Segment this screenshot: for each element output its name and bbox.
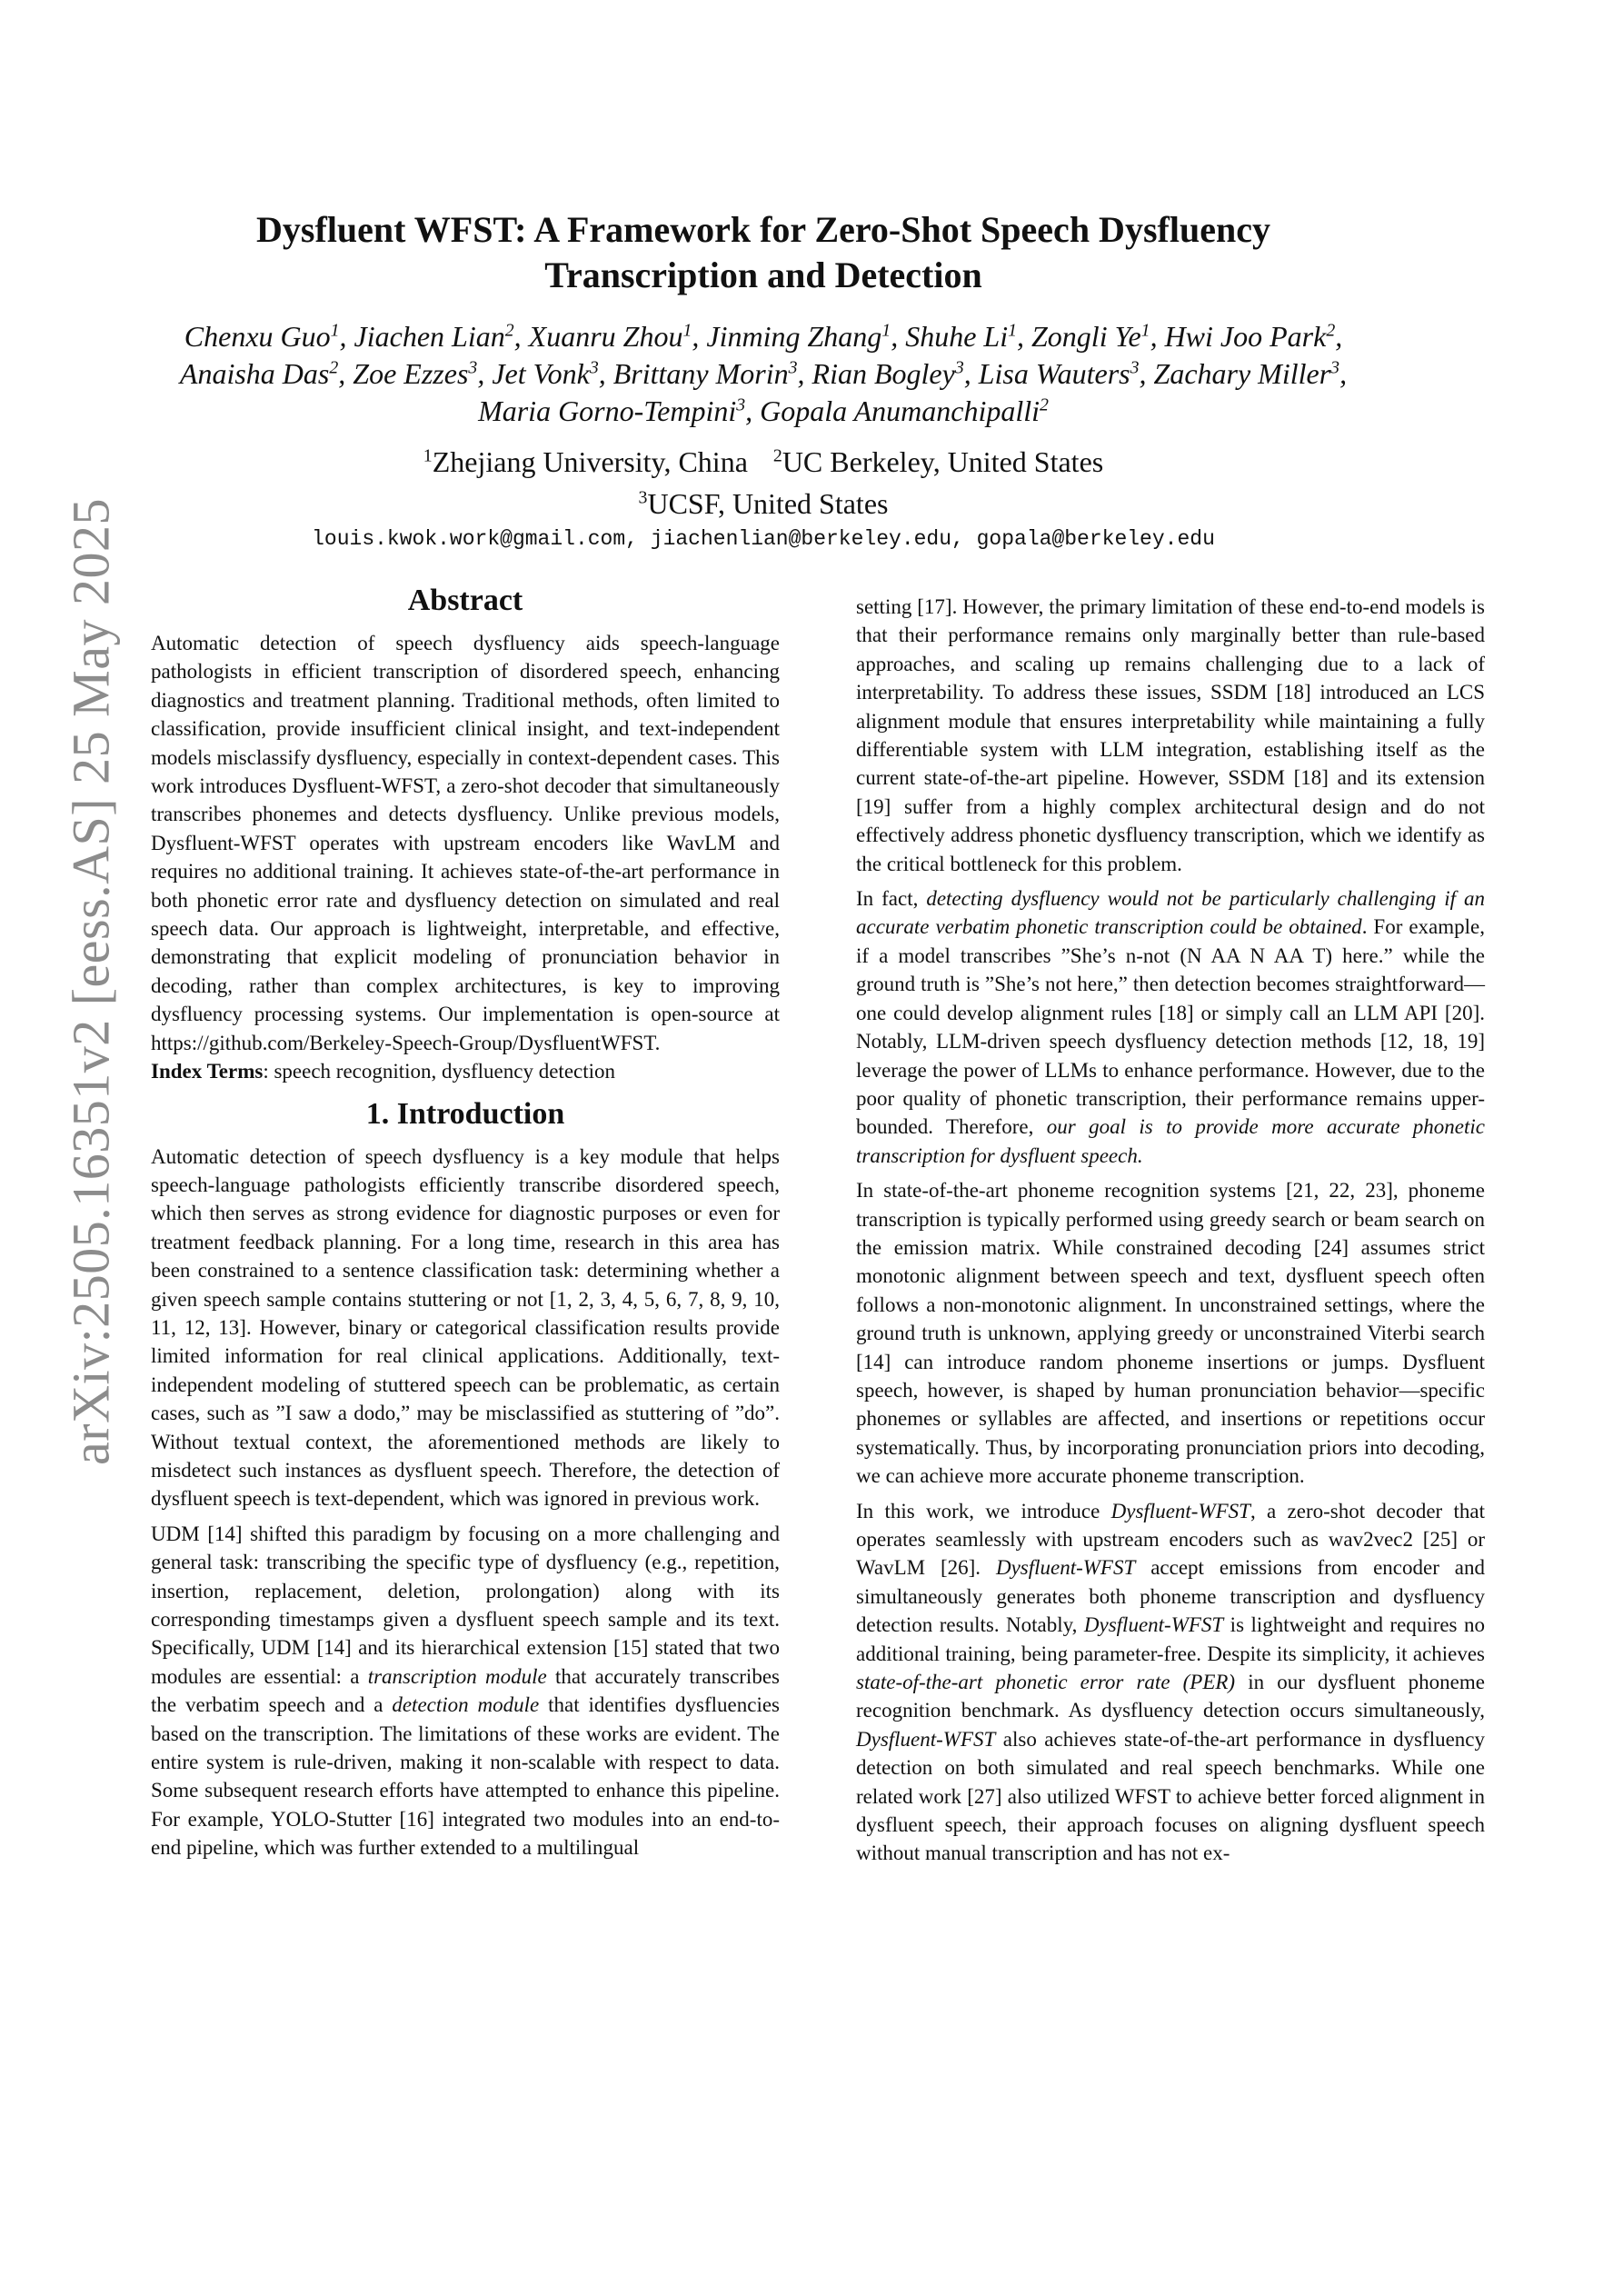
author-affiliation-mark: 2 [329, 357, 339, 378]
intro-paragraph-1: Automatic detection of speech dysfluency is a key module that helps speech-language pathologists efficiently transcribe disordered speech, which then serves as strong evidence for diagnostic purposes or even for treatment feedback planning. For a long time, research in this area has been constrained to a sentence classification task: determining whether a given speech sample contains stuttering or not [1, 2, 3, 4, 5, 6, 7, 8, 9, 10, 11, 12, 13]. However, binary or categorical classification results provide limited information for real clinical applications. Additionally, text-independent modeling of stuttered speech can be problematic, as certain cases, such as ”I saw a dodo,” may be misclassified as stuttering of ”do”. Without textual context, the aforementioned methods are likely to misdetect such instances as dysfluent speech. Therefore, the detection of dysfluent speech is text-dependent, which was ignored in previous work. [151, 1144, 780, 1511]
intro-paragraph-6 [856, 1497, 1485, 1868]
text-run: In fact, [856, 887, 927, 911]
title-line-2: Transcription and Detection [544, 255, 982, 295]
arxiv-stamp: arXiv:2505.16351v2 [eess.AS] 25 May 2025 [61, 498, 121, 1465]
emphasis: detecting dysfluency would not be particularly challenging if an accurate verbatim phonetic transcription could be obtained [856, 887, 1485, 939]
author-name: Zoe Ezzes [353, 357, 469, 390]
left-column [151, 584, 780, 1869]
author-name: Xuanru Zhou [528, 320, 683, 353]
author-affiliation-mark: 1 [1140, 320, 1150, 341]
author-emails: louis.kwok.work@gmail.com, jiachenlian@berkeley.edu, gopala@berkeley.edu [312, 527, 1215, 551]
abstract-heading: Abstract [407, 584, 523, 617]
author-name: Brittany Morin [612, 357, 789, 390]
emphasis: Dysfluent-WFST [856, 1727, 996, 1751]
author-affiliation-mark: 3 [589, 357, 599, 378]
text-run: accept emissions from encoder and simultaneously generates both phoneme transcription and dysfluency detection results. Notably, [856, 1556, 1485, 1637]
author-affiliation-mark: 2 [504, 320, 514, 341]
author-affiliation-mark: 3 [1130, 357, 1140, 378]
abstract-text [151, 629, 780, 1086]
index-terms-label: Index Terms [151, 1060, 264, 1083]
author-separator: , [1139, 357, 1154, 390]
author-affiliation-mark: 1 [881, 320, 891, 341]
author-name: Jet Vonk [492, 357, 590, 390]
author-separator: , [1335, 320, 1343, 353]
author-name: Shuhe Li [905, 320, 1009, 353]
intro-paragraph-2 [151, 1520, 780, 1862]
emphasis: Dysfluent-WFST [1110, 1499, 1250, 1522]
author-separator: , [692, 320, 707, 353]
intro-paragraph-3: setting [17]. However, the primary limitation of these end-to-end models is that their performance remains only marginally better than rule-based approaches, and scaling up remains challenging due to a lack of interpretability. To address these issues, SSDM [18] introduced an LCS alignment module that ensures interpretability while maintaining a fully differentiable system with LLM integration, establishing itself as the current state-of-the-art pipeline. However, SSDM [18] and its extension [19] suffer from a highly complex architectural design and do not effectively address phonetic dysfluency transcription, which we identify as the critical bottleneck for this problem. [856, 595, 1485, 875]
affiliation-mark: 1 [423, 445, 433, 466]
author-affiliation-mark: 1 [1008, 320, 1017, 341]
author-separator: , [477, 357, 493, 390]
author-name: Rian Bogley [812, 357, 955, 390]
author-list [164, 318, 1363, 430]
author-separator: , [891, 320, 906, 353]
author-separator: , [1150, 320, 1165, 353]
author-affiliation-mark: 3 [788, 357, 798, 378]
affiliation-mark: 2 [772, 445, 782, 466]
author-affiliation-mark: 1 [330, 320, 340, 341]
author-separator: , [1017, 320, 1031, 353]
emphasis: Dysfluent-WFST [995, 1556, 1136, 1580]
affiliation-2: UC Berkeley, United States [782, 445, 1104, 478]
affiliation-1: Zhejiang University, China [432, 445, 748, 478]
author-affiliation-mark: 1 [682, 320, 692, 341]
affiliation-3: UCSF, United States [647, 487, 889, 520]
emphasis: our goal is to provide more accurate phonetic transcription for dysfluent speech. [856, 1115, 1485, 1167]
author-name: Gopala Anumanchipalli [760, 394, 1040, 427]
intro-paragraph-4 [856, 884, 1485, 1170]
author-name: Maria Gorno-Tempini [478, 394, 737, 427]
text-run: . For example, if a model transcribes ”She’s n-not (N AA N AA T) here.” while the ground truth is ”She’s not here,” then detection becomes straightforward—one could develop alignment rules [18] or simply call an LLM API [20]. Notably, LLM-driven speech dysfluency detection methods [12, 18, 19] leverage the power of LLMs to enhance performance. However, due to the poor quality of phonetic transcription, their performance remains upper-bounded. Therefore, [856, 915, 1485, 1139]
title-block [164, 207, 1363, 552]
author-affiliation-mark: 2 [1040, 394, 1049, 415]
emphasis: detection module [392, 1693, 540, 1717]
author-affiliation-mark: 3 [954, 357, 964, 378]
author-separator: , [963, 357, 979, 390]
paper-title [164, 207, 1363, 298]
emphasis: Dysfluent-WFST [1083, 1613, 1224, 1637]
author-separator: , [513, 320, 529, 353]
author-name: Zachary Miller [1153, 357, 1331, 390]
emphasis: state-of-the-art phonetic error rate (PER) [856, 1671, 1236, 1694]
intro-paragraph-5: In state-of-the-art phoneme recognition systems [21, 22, 23], phoneme transcription is typically performed using greedy search or beam search on the emission matrix. While constrained decoding [24] assumes strict monotonic alignment between speech and text, dysfluent speech often follows a non-monotonic alignment. In unconstrained settings, where the ground truth is unknown, applying greedy or unconstrained Viterbi search [14] can introduce random phoneme insertions or jumps. Dysfluent speech, however, is shaped by human pronunciation behavior—specific phonemes or syllables are affected, and insertions or repetitions occur systematically. Thus, by incorporating pronunciation priors into decoding, we can achieve more accurate phoneme transcription. [856, 1179, 1485, 1488]
author-name: Jinming Zhang [706, 320, 882, 353]
author-name: Chenxu Guo [184, 320, 331, 353]
text-run: that accurately transcribes the verbatim speech and a [151, 1664, 780, 1717]
right-column [856, 593, 1485, 1874]
emphasis: transcription module [367, 1664, 547, 1688]
author-affiliation-mark: 2 [1326, 320, 1336, 341]
text-run: UDM [14] shifted this paradigm by focusing on a more challenging and general task: transcribing the specific type of dysfluency (e.g., repetition, insertion, replacement, deletion, prolongation) along with its corresponding timestamps given a dysfluent speech sample and its text. Specifically, UDM [14] and its hierarchical extension [15] stated that two modules are essential: a [151, 1522, 780, 1688]
author-separator: , [797, 357, 812, 390]
abstract-body: Automatic detection of speech dysfluency aids speech-language pathologists in efficient transcription of disordered speech, enhancing diagnostics and treatment planning. Traditional methods, often limited to classification, provide insufficient clinical insight, and text-independent models misclassify dysfluency, especially in context-dependent cases. This work introduces Dysfluent-WFST, a zero-shot decoder that simultaneously transcribes phonemes and detects dysfluency. Unlike previous models, Dysfluent-WFST operates with upstream encoders like WavLM and requires no additional training. It achieves state-of-the-art performance in both phonetic error rate and dysfluency detection on simulated and real speech data. Our approach is lightweight, interpretable, and effective, demonstrating that explicit modeling of pronunciation behavior in decoding, rather than complex architectures, is key to improving dysfluency processing systems. Our implementation is open-source at https://github.com/Berkeley-Speech-Group/DysfluentWFST. [151, 632, 780, 1054]
author-name: Zongli Ye [1031, 320, 1141, 353]
author-name: Hwi Joo Park [1164, 320, 1327, 353]
author-name: Jiachen Lian [353, 320, 505, 353]
affiliations [164, 441, 1363, 524]
text-run: is lightweight and requires no additional training, being parameter-free. Despite its simplicity, it achieves [856, 1613, 1485, 1665]
index-terms: : speech recognition, dysfluency detection [263, 1060, 616, 1083]
author-affiliation-mark: 3 [736, 394, 746, 415]
author-separator: , [745, 394, 761, 427]
author-name: Anaisha Das [179, 357, 330, 390]
author-separator: , [598, 357, 613, 390]
affiliation-mark: 3 [638, 487, 648, 508]
text-run: also achieves state-of-the-art performance in dysfluency detection on both simulated and real speech benchmarks. While one related work [27] also utilized WFST to achieve better forced alignment in dysfluent speech, their approach focuses on aligning dysfluent speech without manual transcription and has not ex- [856, 1727, 1485, 1865]
author-name: Lisa Wauters [978, 357, 1130, 390]
author-affiliation-mark: 3 [1330, 357, 1340, 378]
text-run: , a zero-shot decoder that operates seamlessly with upstream encoders such as wav2vec2 [25] or WavLM [26]. [856, 1499, 1485, 1580]
text-run: in our dysfluent phoneme recognition benchmark. As dysfluency detection occurs simultaneously, [856, 1671, 1485, 1722]
text-run: In this work, we introduce [856, 1499, 1111, 1522]
text-run: that identifies dysfluencies based on the transcription. The limitations of these works are evident. The entire system is rule-driven, making it non-scalable with respect to data. Some subsequent research efforts have attempted to enhance this pipeline. For example, YOLO-Stutter [16] integrated two modules into an end-to-end pipeline, which was further extended to a multilingual [151, 1693, 780, 1860]
author-separator: , [1339, 357, 1348, 390]
section-heading-introduction: 1. Introduction [365, 1096, 565, 1131]
author-separator: , [339, 320, 354, 353]
author-separator: , [338, 357, 353, 390]
author-affiliation-mark: 3 [468, 357, 478, 378]
title-line-1: Dysfluent WFST: A Framework for Zero-Shot Speech Dysfluency [256, 209, 1270, 250]
